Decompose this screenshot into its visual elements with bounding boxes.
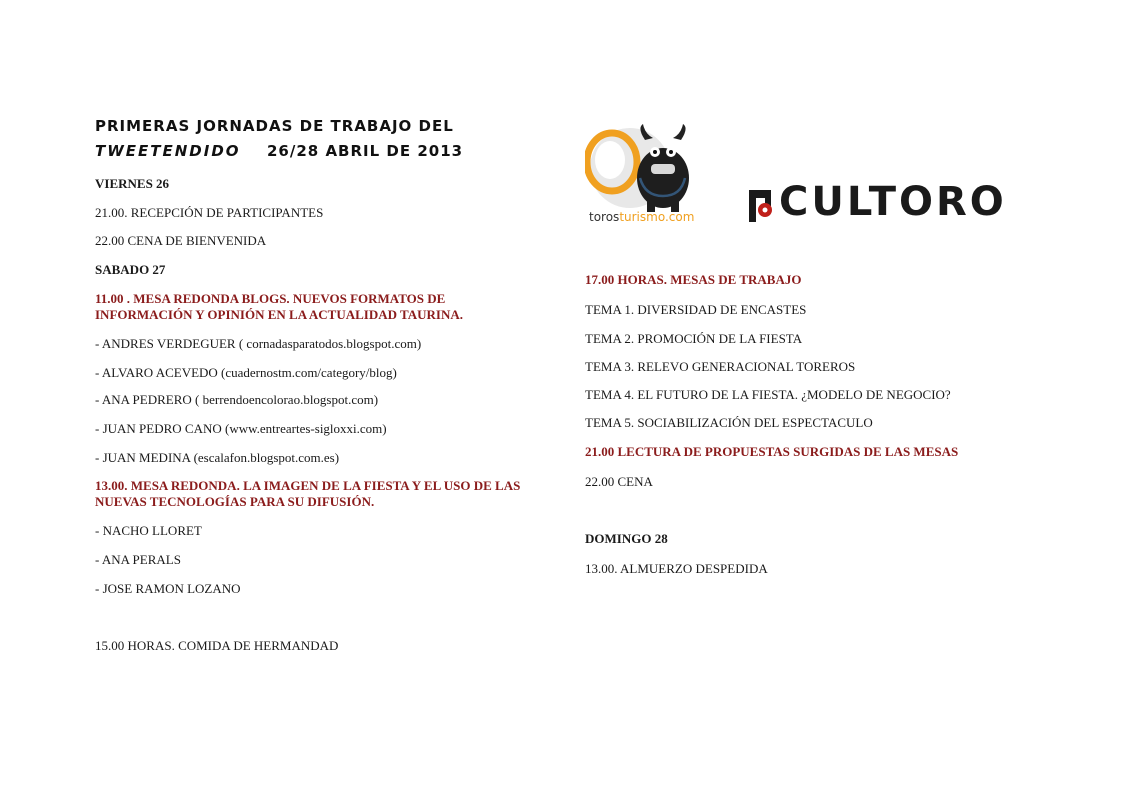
participant: - JUAN MEDINA (escalafon.blogspot.com.es)	[95, 450, 340, 465]
day-heading-sabado: SABADO 27	[95, 262, 166, 277]
participant: - ANA PERALS	[95, 552, 181, 567]
session-heading-lectura: 21.00 LECTURA DE PROPUESTAS SURGIDAS DE LAS MESAS	[585, 444, 959, 459]
topic-item: TEMA 3. RELEVO GENERACIONAL TOREROS	[585, 359, 856, 374]
cultoro-logo-text: CULTORO	[779, 179, 1007, 225]
cultoro-logo	[745, 179, 1007, 226]
title-line-1: PRIMERAS JORNADAS DE TRABAJO DEL	[95, 117, 454, 135]
topic-item: TEMA 2. PROMOCIÓN DE LA FIESTA	[585, 331, 803, 346]
torosturismo-logo	[585, 120, 725, 230]
torosturismo-logo-text: torosturismo.com	[589, 210, 695, 224]
agenda-item-cena: 22.00 CENA	[585, 474, 653, 489]
session-heading-mesas-trabajo: 17.00 HORAS. MESAS DE TRABAJO	[585, 272, 802, 287]
topic-item: TEMA 4. EL FUTURO DE LA FIESTA. ¿MODELO DE NEGOCIO?	[585, 387, 951, 402]
participant: - NACHO LLORET	[95, 523, 202, 538]
agenda-item: 22.00 CENA DE BIENVENIDA	[95, 233, 267, 248]
participant: - ANDRES VERDEGUER ( cornadasparatodos.blogspot.com)	[95, 336, 422, 351]
participant: - JUAN PEDRO CANO (www.entreartes-sigloxxi.com)	[95, 421, 387, 436]
agenda-item-almuerzo: 13.00. ALMUERZO DESPEDIDA	[585, 561, 768, 576]
cultoro-emblem-icon	[745, 186, 781, 226]
day-heading-viernes: VIERNES 26	[95, 176, 170, 191]
session-heading-mesa-imagen: 13.00. MESA REDONDA. LA IMAGEN DE LA FIESTA Y EL USO DE LAS NUEVAS TECNOLOGÍAS PARA SU DIFUSIÓN.	[95, 478, 521, 509]
agenda-item-comida: 15.00 HORAS. COMIDA DE HERMANDAD	[95, 638, 339, 653]
participant: - JOSE RAMON LOZANO	[95, 581, 241, 596]
title-dates: 26/28 ABRIL DE 2013	[267, 142, 464, 160]
session-heading-mesa-blogs: 11.00 . MESA REDONDA BLOGS. NUEVOS FORMATOS DE INFORMACIÓN Y OPINIÓN EN LA ACTUALIDAD TAURINA.	[95, 291, 463, 322]
title-brand: TWEETENDIDO	[95, 142, 241, 160]
agenda-item: 21.00. RECEPCIÓN DE PARTICIPANTES	[95, 205, 324, 220]
day-heading-domingo: DOMINGO 28	[585, 531, 668, 546]
participant: - ANA PEDRERO ( berrendoencolorao.blogspot.com)	[95, 392, 379, 407]
participant: - ALVARO ACEVEDO (cuadernostm.com/category/blog)	[95, 365, 397, 380]
topic-item: TEMA 1. DIVERSIDAD DE ENCASTES	[585, 302, 807, 317]
topic-item: TEMA 5. SOCIABILIZACIÓN DEL ESPECTACULO	[585, 415, 873, 430]
